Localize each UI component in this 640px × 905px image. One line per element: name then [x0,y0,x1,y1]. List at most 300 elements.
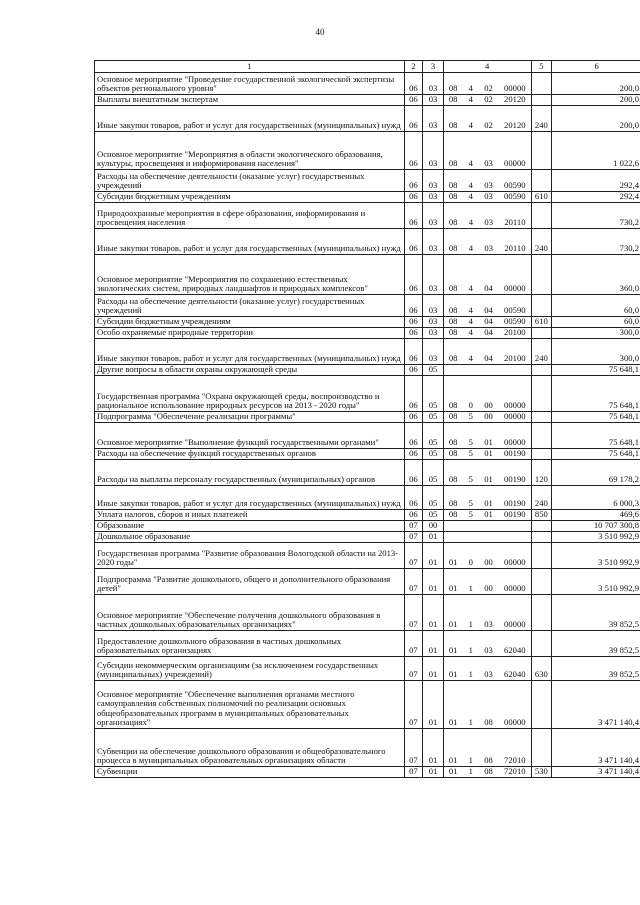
amount-cell: 292,4 [552,170,640,192]
row-name-cell: Дошкольное образование [95,532,405,543]
subsection-code-cell: 01 [423,631,444,657]
target-article-part: 01 [448,755,458,766]
target-article-part: 08 [484,755,493,766]
target-article-part: 03 [484,669,493,680]
amount-cell: 3 471 140,4 [552,681,640,729]
table-row [95,317,640,328]
expense-type-cell [531,543,552,569]
row-name-cell: Основное мероприятие "Мероприятия в области экологического образования, культуры, просвещения и информирования населения" [95,132,405,170]
target-article-part: 03 [484,645,493,656]
row-name-cell: Расходы на выплаты персоналу государственных (муниципальных) органов [95,460,405,486]
target-article-cell [443,543,531,569]
target-article-part: 08 [448,474,458,485]
target-article-part: 03 [484,243,493,254]
row-name-cell: Субсидии бюджетным учреждениям [95,192,405,203]
target-article-part: 08 [448,316,458,327]
target-article-part: 01 [448,645,458,656]
target-article-cell [443,170,531,192]
target-article-part: 0 [468,557,473,568]
section-code-cell: 06 [404,412,423,423]
target-article-cell [443,521,531,532]
target-article-part: 01 [484,509,493,520]
expense-type-cell: 240 [531,486,552,510]
amount-cell: 39 852,5 [552,631,640,657]
section-code-cell: 06 [404,317,423,328]
target-article-part: 20100 [504,327,526,338]
expense-type-cell: 240 [531,229,552,255]
target-article-part: 08 [448,83,458,94]
target-article-part: 08 [448,400,458,411]
table-row [95,376,640,412]
table-row [95,106,640,132]
target-article-part: 00000 [504,619,526,630]
target-article-part: 20110 [504,243,526,254]
amount-cell: 469,6 [552,510,640,521]
target-article-part: 08 [448,158,458,169]
target-article-part: 08 [448,327,458,338]
amount-cell: 200,0 [552,106,640,132]
target-article-part: 4 [468,305,473,316]
target-article-part: 00000 [504,411,526,422]
target-article-cell [443,510,531,521]
table-row [95,449,640,460]
table-row [95,521,640,532]
table-header-row [95,61,640,73]
target-article-part: 00000 [504,557,526,568]
row-name-cell: Субсидии некоммерческим организациям (за исключением государственных (муниципальных) учреждений) [95,657,405,681]
subsection-code-cell: 01 [423,767,444,778]
expense-type-cell [531,170,552,192]
amount-cell: 6 000,3 [552,486,640,510]
expense-type-cell [531,423,552,449]
section-code-cell: 07 [404,532,423,543]
section-code-cell: 07 [404,569,423,595]
section-code-cell: 06 [404,328,423,339]
amount-cell: 60,0 [552,317,640,328]
target-article-part: 5 [468,474,473,485]
target-article-part: 00000 [504,583,526,594]
subsection-code-cell: 03 [423,317,444,328]
target-article-part: 08 [448,411,458,422]
expense-type-cell [531,729,552,767]
expense-type-cell [531,631,552,657]
column-header: 6 [552,61,640,73]
target-article-part: 08 [448,509,458,520]
section-code-cell: 06 [404,486,423,510]
target-article-cell [443,106,531,132]
table-row [95,510,640,521]
section-code-cell: 06 [404,365,423,376]
amount-cell: 39 852,5 [552,657,640,681]
subsection-code-cell: 05 [423,486,444,510]
amount-cell: 69 178,2 [552,460,640,486]
target-article-part: 4 [468,353,473,364]
section-code-cell: 06 [404,339,423,365]
expense-type-cell [531,449,552,460]
target-article-cell [443,317,531,328]
target-article-part: 1 [468,583,473,594]
target-article-part: 08 [448,217,458,228]
target-article-part: 5 [468,509,473,520]
expense-type-cell: 630 [531,657,552,681]
table-row [95,339,640,365]
row-name-cell: Основное мероприятие "Мероприятия по сохранению естественных экологических систем, природных ландшафтов и природных комплексов" [95,255,405,295]
column-header: 1 [95,61,405,73]
table-row [95,170,640,192]
section-code-cell: 06 [404,376,423,412]
target-article-part: 01 [484,437,493,448]
subsection-code-cell: 03 [423,192,444,203]
table-row [95,486,640,510]
amount-cell: 3 510 992,9 [552,543,640,569]
target-article-cell [443,449,531,460]
target-article-part: 4 [468,180,473,191]
subsection-code-cell: 01 [423,681,444,729]
table-row [95,255,640,295]
amount-cell: 39 852,5 [552,595,640,631]
target-article-part: 00 [484,411,493,422]
target-article-part: 72010 [504,755,526,766]
subsection-code-cell: 03 [423,203,444,229]
target-article-cell [443,365,531,376]
table-row [95,229,640,255]
target-article-part: 04 [484,353,493,364]
row-name-cell: Расходы на обеспечение функций государственных органов [95,449,405,460]
target-article-cell [443,631,531,657]
target-article-part: 08 [448,180,458,191]
section-code-cell: 06 [404,449,423,460]
target-article-cell [443,255,531,295]
expense-type-cell [531,295,552,317]
expense-type-cell [531,365,552,376]
row-name-cell: Субвенции [95,767,405,778]
target-article-cell [443,192,531,203]
section-code-cell: 06 [404,106,423,132]
target-article-cell [443,412,531,423]
target-article-part: 00 [484,583,493,594]
target-article-part: 00590 [504,305,526,316]
target-article-cell [443,339,531,365]
subsection-code-cell: 01 [423,543,444,569]
section-code-cell: 07 [404,521,423,532]
target-article-part: 01 [448,717,458,728]
row-name-cell: Образование [95,521,405,532]
target-article-part: 5 [468,448,473,459]
row-name-cell: Основное мероприятие "Проведение государственной экологической экспертизы объектов регионального уровня" [95,73,405,95]
target-article-part: 08 [448,448,458,459]
table-row [95,73,640,95]
subsection-code-cell: 01 [423,657,444,681]
subsection-code-cell: 03 [423,73,444,95]
table-row [95,681,640,729]
target-article-part: 08 [448,305,458,316]
column-header: 2 [404,61,423,73]
target-article-part: 00000 [504,158,526,169]
target-article-part: 5 [468,437,473,448]
target-article-part: 03 [484,191,493,202]
row-name-cell: Расходы на обеспечение деятельности (оказание услуг) государственных учреждений [95,170,405,192]
target-article-cell [443,203,531,229]
target-article-part: 04 [484,305,493,316]
table-row [95,192,640,203]
target-article-part: 04 [484,283,493,294]
table-row [95,328,640,339]
row-name-cell: Уплата налогов, сборов и иных платежей [95,510,405,521]
target-article-part: 01 [448,619,458,630]
amount-cell: 75 648,1 [552,449,640,460]
row-name-cell: Основное мероприятие "Обеспечение получения дошкольного образования в частных дошкольных образовательных организациях" [95,595,405,631]
row-name-cell: Выплаты внештатным экспертам [95,95,405,106]
target-article-part: 0 [468,400,473,411]
amount-cell: 10 707 300,8 [552,521,640,532]
target-article-cell [443,229,531,255]
target-article-part: 00190 [504,448,526,459]
target-article-part: 04 [484,327,493,338]
expense-type-cell: 610 [531,317,552,328]
section-code-cell: 07 [404,543,423,569]
target-article-part: 03 [484,217,493,228]
expense-type-cell [531,203,552,229]
target-article-cell [443,328,531,339]
section-code-cell: 06 [404,73,423,95]
target-article-part: 00 [484,400,493,411]
target-article-cell [443,657,531,681]
subsection-code-cell: 05 [423,460,444,486]
column-header: 4 [443,61,531,73]
target-article-part: 08 [484,766,493,777]
expense-type-cell [531,521,552,532]
target-article-part: 08 [448,191,458,202]
target-article-part: 02 [484,120,493,131]
section-code-cell: 06 [404,255,423,295]
amount-cell: 1 022,6 [552,132,640,170]
row-name-cell: Субвенции на обеспечение дошкольного образования и общеобразовательного процесса в муниципальных образовательных организациях области [95,729,405,767]
target-article-part: 04 [484,316,493,327]
target-article-part: 08 [448,243,458,254]
section-code-cell: 06 [404,170,423,192]
expense-type-cell [531,412,552,423]
target-article-part: 02 [484,94,493,105]
section-code-cell: 07 [404,681,423,729]
target-article-part: 00190 [504,474,526,485]
target-article-part: 1 [468,717,473,728]
target-article-part: 03 [484,180,493,191]
target-article-part: 1 [468,669,473,680]
amount-cell: 730,2 [552,203,640,229]
target-article-part: 4 [468,217,474,228]
amount-cell: 3 510 992,9 [552,532,640,543]
expense-type-cell [531,95,552,106]
table-row [95,95,640,106]
table-row [95,412,640,423]
target-article-part: 00190 [504,498,526,509]
subsection-code-cell: 03 [423,229,444,255]
table-row [95,767,640,778]
expense-type-cell [531,73,552,95]
target-article-part: 01 [484,474,493,485]
target-article-cell [443,486,531,510]
target-article-part: 72010 [504,766,526,777]
target-article-cell [443,460,531,486]
target-article-part: 5 [468,411,473,422]
target-article-part: 1 [468,766,473,777]
subsection-code-cell: 05 [423,423,444,449]
amount-cell: 3 471 140,4 [552,729,640,767]
section-code-cell: 06 [404,460,423,486]
target-article-part: 01 [448,669,458,680]
table-row [95,423,640,449]
section-code-cell: 06 [404,510,423,521]
target-article-cell [443,95,531,106]
table-row [95,532,640,543]
target-article-part: 4 [468,158,473,169]
subsection-code-cell: 05 [423,510,444,521]
section-code-cell: 07 [404,767,423,778]
target-article-part: 4 [468,120,473,131]
target-article-part: 00000 [504,400,526,411]
table-row [95,203,640,229]
target-article-part: 20100 [504,353,526,364]
subsection-code-cell: 01 [423,595,444,631]
expense-type-cell: 240 [531,339,552,365]
section-code-cell: 06 [404,132,423,170]
expense-type-cell [531,595,552,631]
amount-cell: 75 648,1 [552,412,640,423]
amount-cell: 360,0 [552,255,640,295]
subsection-code-cell: 03 [423,170,444,192]
amount-cell: 730,2 [552,229,640,255]
target-article-part: 00190 [504,509,526,520]
subsection-code-cell: 03 [423,339,444,365]
section-code-cell: 06 [404,423,423,449]
target-article-part: 4 [468,191,473,202]
subsection-code-cell: 05 [423,449,444,460]
subsection-code-cell: 03 [423,328,444,339]
amount-cell: 75 648,1 [552,376,640,412]
target-article-part: 00590 [504,191,526,202]
target-article-part: 4 [468,94,473,105]
subsection-code-cell: 01 [423,729,444,767]
amount-cell: 60,0 [552,295,640,317]
expense-type-cell [531,532,552,543]
target-article-cell [443,595,531,631]
expense-type-cell: 850 [531,510,552,521]
subsection-code-cell: 03 [423,255,444,295]
row-name-cell: Основное мероприятие "Выполнение функций государственными органами" [95,423,405,449]
row-name-cell: Иные закупки товаров, работ и услуг для государственных (муниципальных) нужд [95,486,405,510]
target-article-part: 01 [484,498,493,509]
target-article-part: 62040 [504,669,526,680]
expense-type-cell: 610 [531,192,552,203]
amount-cell: 200,0 [552,73,640,95]
target-article-part: 03 [484,619,493,630]
amount-cell: 75 648,1 [552,423,640,449]
expense-type-cell: 240 [531,106,552,132]
row-name-cell: Иные закупки товаров, работ и услуг для государственных (муниципальных) нужд [95,339,405,365]
target-article-part: 08 [448,353,458,364]
target-article-part: 20110 [504,217,526,228]
section-code-cell: 07 [404,631,423,657]
target-article-part: 00000 [504,717,526,728]
target-article-part: 01 [448,583,458,594]
target-article-part: 5 [468,498,473,509]
table-row [95,460,640,486]
target-article-cell [443,73,531,95]
expense-type-cell [531,681,552,729]
section-code-cell: 06 [404,295,423,317]
target-article-part: 00000 [504,437,526,448]
target-article-cell [443,423,531,449]
page-number: 40 [315,27,325,37]
subsection-code-cell: 05 [423,412,444,423]
subsection-code-cell: 05 [423,376,444,412]
section-code-cell: 06 [404,192,423,203]
subsection-code-cell: 03 [423,295,444,317]
target-article-part: 00000 [504,283,526,294]
row-name-cell: Иные закупки товаров, работ и услуг для государственных (муниципальных) нужд [95,229,405,255]
expense-type-cell [531,132,552,170]
row-name-cell: Предоставление дошкольного образования в частных дошкольных образовательных организациях [95,631,405,657]
target-article-cell [443,729,531,767]
target-article-cell [443,681,531,729]
target-article-part: 1 [468,619,473,630]
target-article-part: 1 [468,755,473,766]
target-article-part: 00 [484,557,493,568]
target-article-part: 4 [468,243,474,254]
row-name-cell: Субсидии бюджетным учреждениям [95,317,405,328]
target-article-cell [443,132,531,170]
amount-cell: 3 471 140,4 [552,767,640,778]
table-row [95,295,640,317]
table-row [95,631,640,657]
table-row [95,595,640,631]
expense-type-cell: 120 [531,460,552,486]
target-article-part: 08 [448,94,458,105]
amount-cell: 3 510 992,9 [552,569,640,595]
row-name-cell: Природоохранные мероприятия в сфере образования, информирования и просвещения населения [95,203,405,229]
target-article-part: 02 [484,83,493,94]
target-article-part: 08 [484,717,493,728]
target-article-part: 20120 [504,94,526,105]
column-header: 5 [531,61,552,73]
target-article-part: 4 [468,83,473,94]
row-name-cell: Государственная программа "Охрана окружающей среды, воспроизводство и рациональное использование природных ресурсов на 2013 - 2020 годы" [95,376,405,412]
table-row [95,657,640,681]
expense-type-cell: 530 [531,767,552,778]
row-name-cell: Особо охраняемые природные территории [95,328,405,339]
section-code-cell: 07 [404,595,423,631]
section-code-cell: 06 [404,203,423,229]
subsection-code-cell: 03 [423,95,444,106]
expense-type-cell [531,255,552,295]
target-article-cell [443,569,531,595]
target-article-part: 4 [468,283,473,294]
expense-type-cell [531,376,552,412]
target-article-part: 08 [448,283,458,294]
target-article-cell [443,532,531,543]
row-name-cell: Государственная программа "Развитие образования Вологодской области на 2013-2020 годы" [95,543,405,569]
target-article-part: 00000 [504,83,526,94]
target-article-part: 01 [484,448,493,459]
section-code-cell: 07 [404,657,423,681]
subsection-code-cell: 05 [423,365,444,376]
expense-type-cell [531,328,552,339]
subsection-code-cell: 01 [423,569,444,595]
table-row [95,569,640,595]
target-article-part: 00590 [504,316,526,327]
amount-cell: 75 648,1 [552,365,640,376]
target-article-cell [443,295,531,317]
